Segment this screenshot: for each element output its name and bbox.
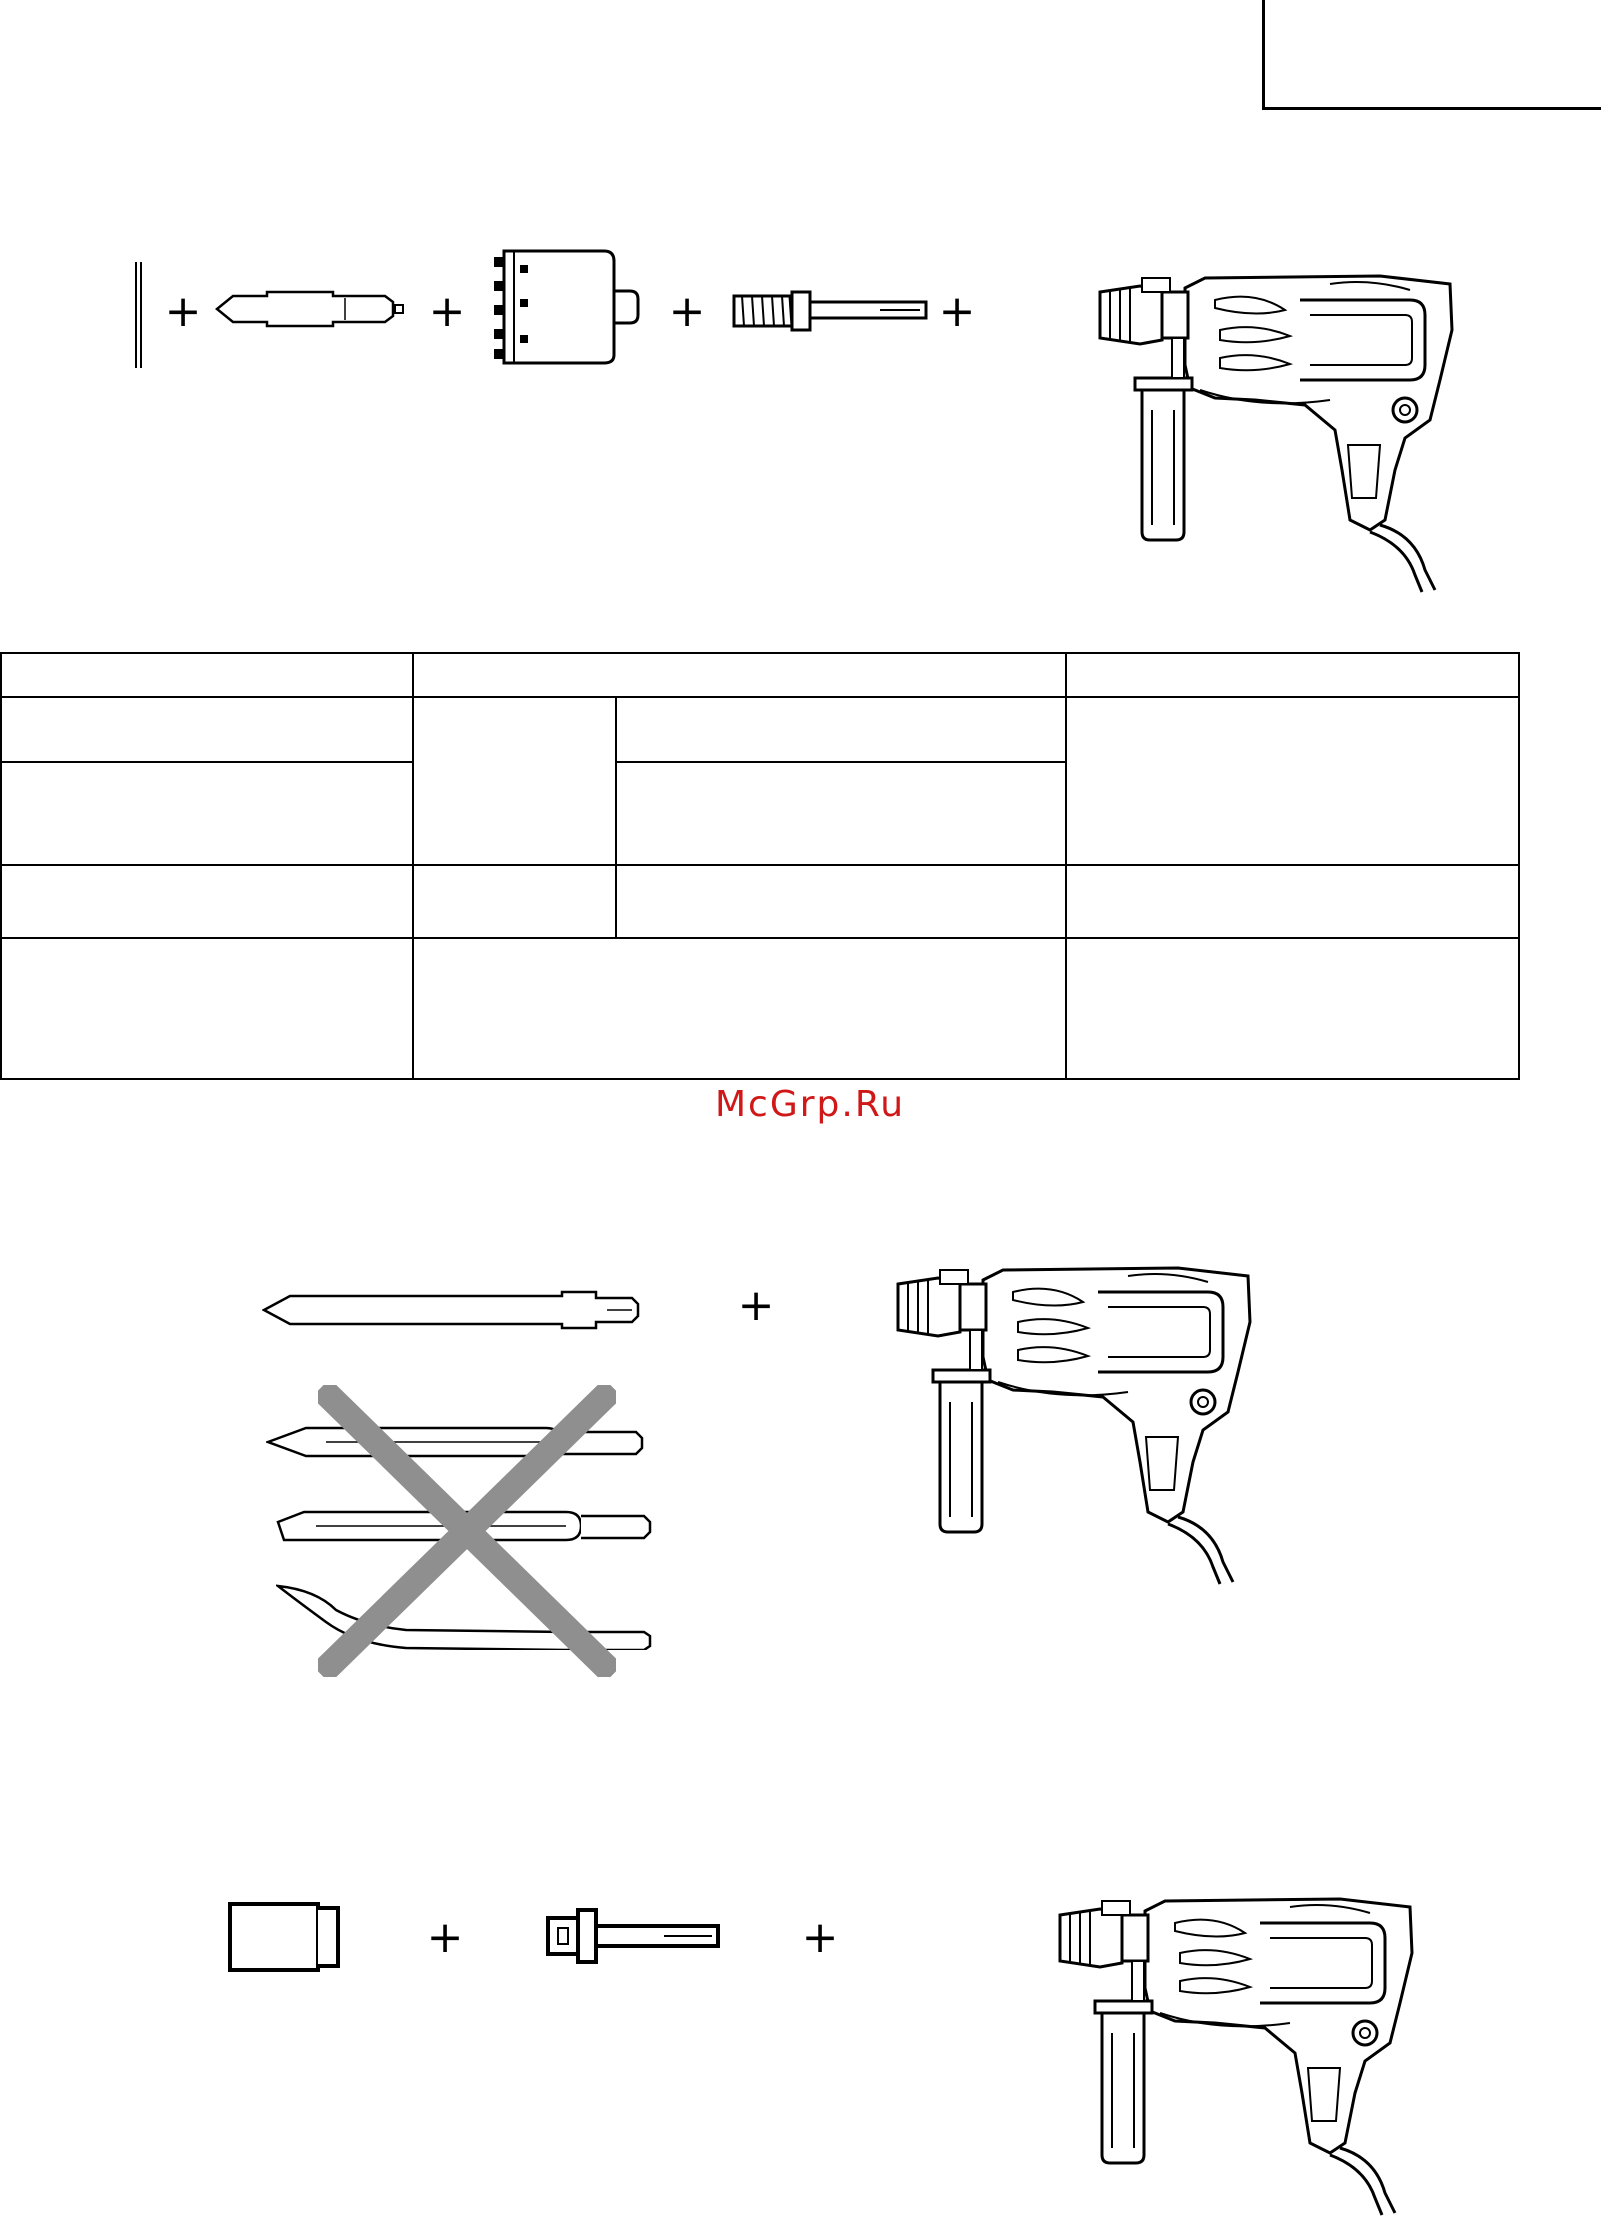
table-row (1, 865, 1519, 938)
crossed-out-mark-icon (318, 1385, 616, 1677)
table-cell (616, 762, 1066, 865)
socket-icon (226, 1898, 344, 1976)
plus-sign: + (426, 1912, 464, 1963)
table-cell (413, 697, 616, 865)
plus-sign: + (801, 1912, 839, 1963)
rotary-hammer-icon (1030, 270, 1510, 600)
table-cell (1066, 938, 1519, 1079)
corner-language-tab (1262, 0, 1601, 110)
table-cell (413, 653, 1066, 697)
table-cell (413, 865, 616, 938)
plus-sign: + (737, 1280, 775, 1331)
table-cell (1, 865, 413, 938)
bull-point-icon (262, 1290, 642, 1330)
table-cell (1066, 865, 1519, 938)
adapter-shank-icon (730, 288, 930, 334)
center-pin-icon (132, 262, 146, 370)
specification-table (0, 652, 1520, 1080)
table-cell (1, 938, 413, 1079)
plus-sign: + (668, 286, 706, 337)
table-cell (616, 865, 1066, 938)
plus-sign: + (938, 286, 976, 337)
table-cell (1066, 653, 1519, 697)
table-row (1, 938, 1519, 1079)
plus-sign: + (164, 286, 202, 337)
table-row (1, 697, 1519, 762)
table-cell (413, 938, 1066, 1079)
table-cell (1066, 697, 1519, 865)
rotary-hammer-icon (990, 1893, 1470, 2218)
plus-sign: + (428, 286, 466, 337)
core-bit-icon (492, 245, 642, 370)
table-row (1, 653, 1519, 697)
table-cell (1, 762, 413, 865)
socket-adapter-icon (544, 1906, 724, 1966)
table-cell (616, 697, 1066, 762)
drill-bit-icon (215, 290, 405, 328)
table-cell (1, 697, 413, 762)
table-cell (1, 653, 413, 697)
rotary-hammer-icon (828, 1262, 1308, 1592)
watermark: McGrp.Ru (714, 1084, 906, 1125)
